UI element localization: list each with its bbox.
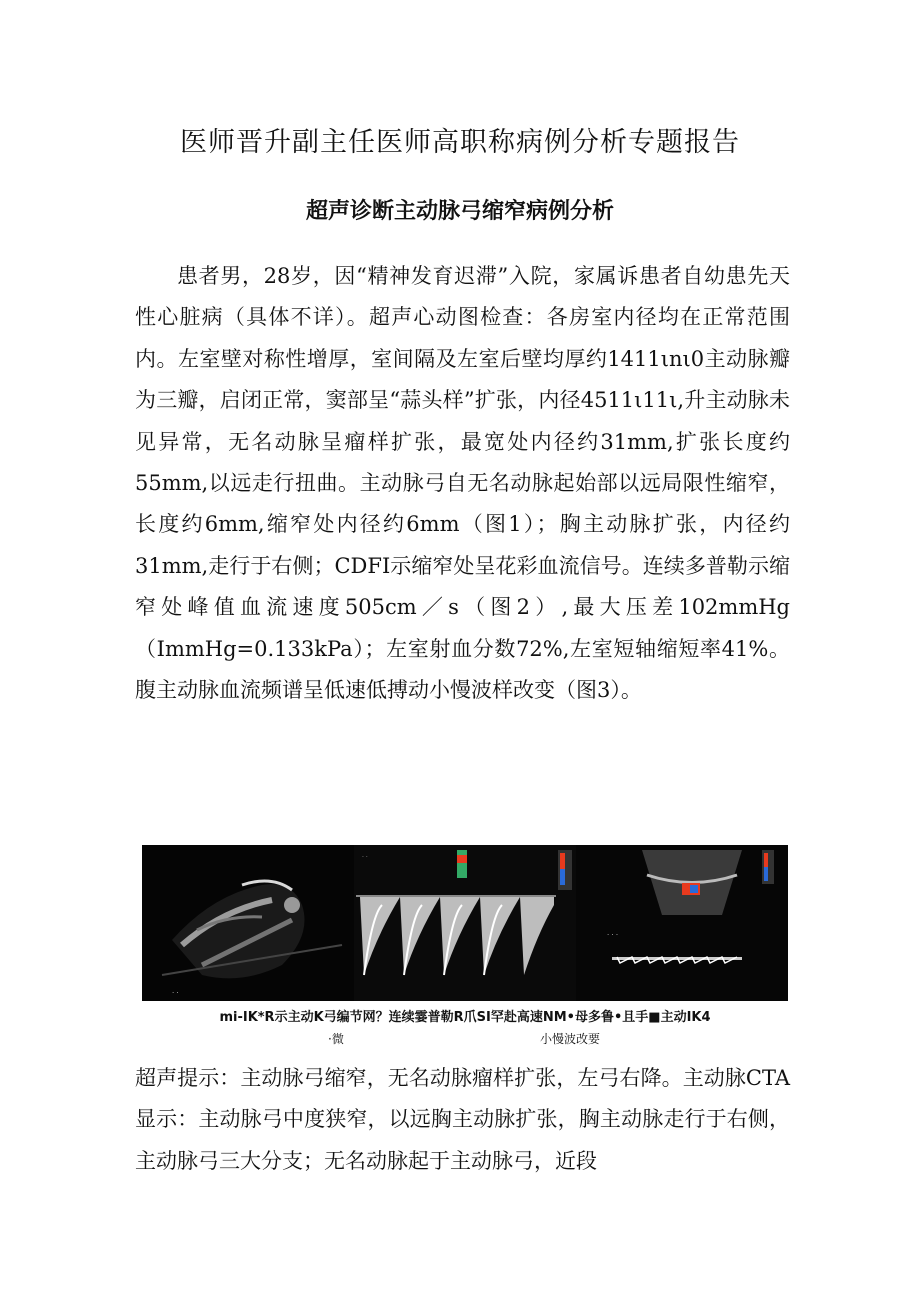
ultrasound-figure: [142, 845, 788, 1001]
figure-caption-sub-right: 小慢波改要: [540, 1032, 601, 1046]
svg-text:· ·: · ·: [362, 854, 368, 861]
doppler-spectrum-panel: [354, 845, 576, 1001]
figure-caption: mi-IK*R示主动K弓编节网？连续霎普勒R爪SI罕赴高速NM•母多鲁•且手■主动IK4: [219, 1010, 711, 1025]
document-title: 医师晋升副主任医师高职称病例分析专题报告: [180, 127, 740, 158]
paragraph-conclusion: 超声提示：主动脉弓缩窄，无名动脉瘤样扩张，左弓右降。主动脉CTA显示：主动脉弓中度狭窄，以远胸主动脉扩张，胸主动脉走行于右侧，主动脉弓三大分支；无名动脉起于主动脉弓，近段: [135, 1066, 790, 1173]
paragraph-case-history: 患者男，28岁，因“精神发育迟滞”入院，家属诉患者自幼患先天性心脏病（具体不详）。超声心动图检查：各房室内径均在正常范围内。左室壁对称性增厚，室间隔及左室后壁均厚约1411ιnι0主动脉瓣为三瓣，启闭正常，窦部呈“蒜头样”扩张，内径4511ι11ι,升主动脉未见异常，无名动脉呈瘤样扩张，最宽处内径约31mm,扩张长度约55mm,以远走行扭曲。主动脉弓自无名动脉起始部以远局限性缩窄，长度约6mm,缩窄处内径约6mm（图1）；胸主动脉扩张，内径约31mm,走行于右侧；CDFI示缩窄处呈花彩血流信号。连续多普勒示缩窄处峰值血流速度505cm／s（图2）,最大压差102mmHg（ImmHg=0.133kPa）；左室射血分数72%,左室短轴缩短率41%。腹主动脉血流频谱呈低速低搏动小慢波样改变（图3）。: [135, 264, 790, 703]
svg-text:· ·: · ·: [172, 989, 179, 997]
abdominal-aorta-panel: [576, 845, 788, 1001]
case-description: [135, 256, 790, 711]
ultrasound-conclusion: [135, 1058, 790, 1182]
svg-text:· · ·: · · ·: [607, 931, 619, 939]
figure-caption-sub-left: ·微: [328, 1032, 344, 1046]
case-subtitle: 超声诊断主动脉弓缩窄病例分析: [305, 199, 614, 224]
echo-2d-panel: [142, 845, 354, 1001]
ultrasound-image-strip: [142, 845, 788, 1001]
